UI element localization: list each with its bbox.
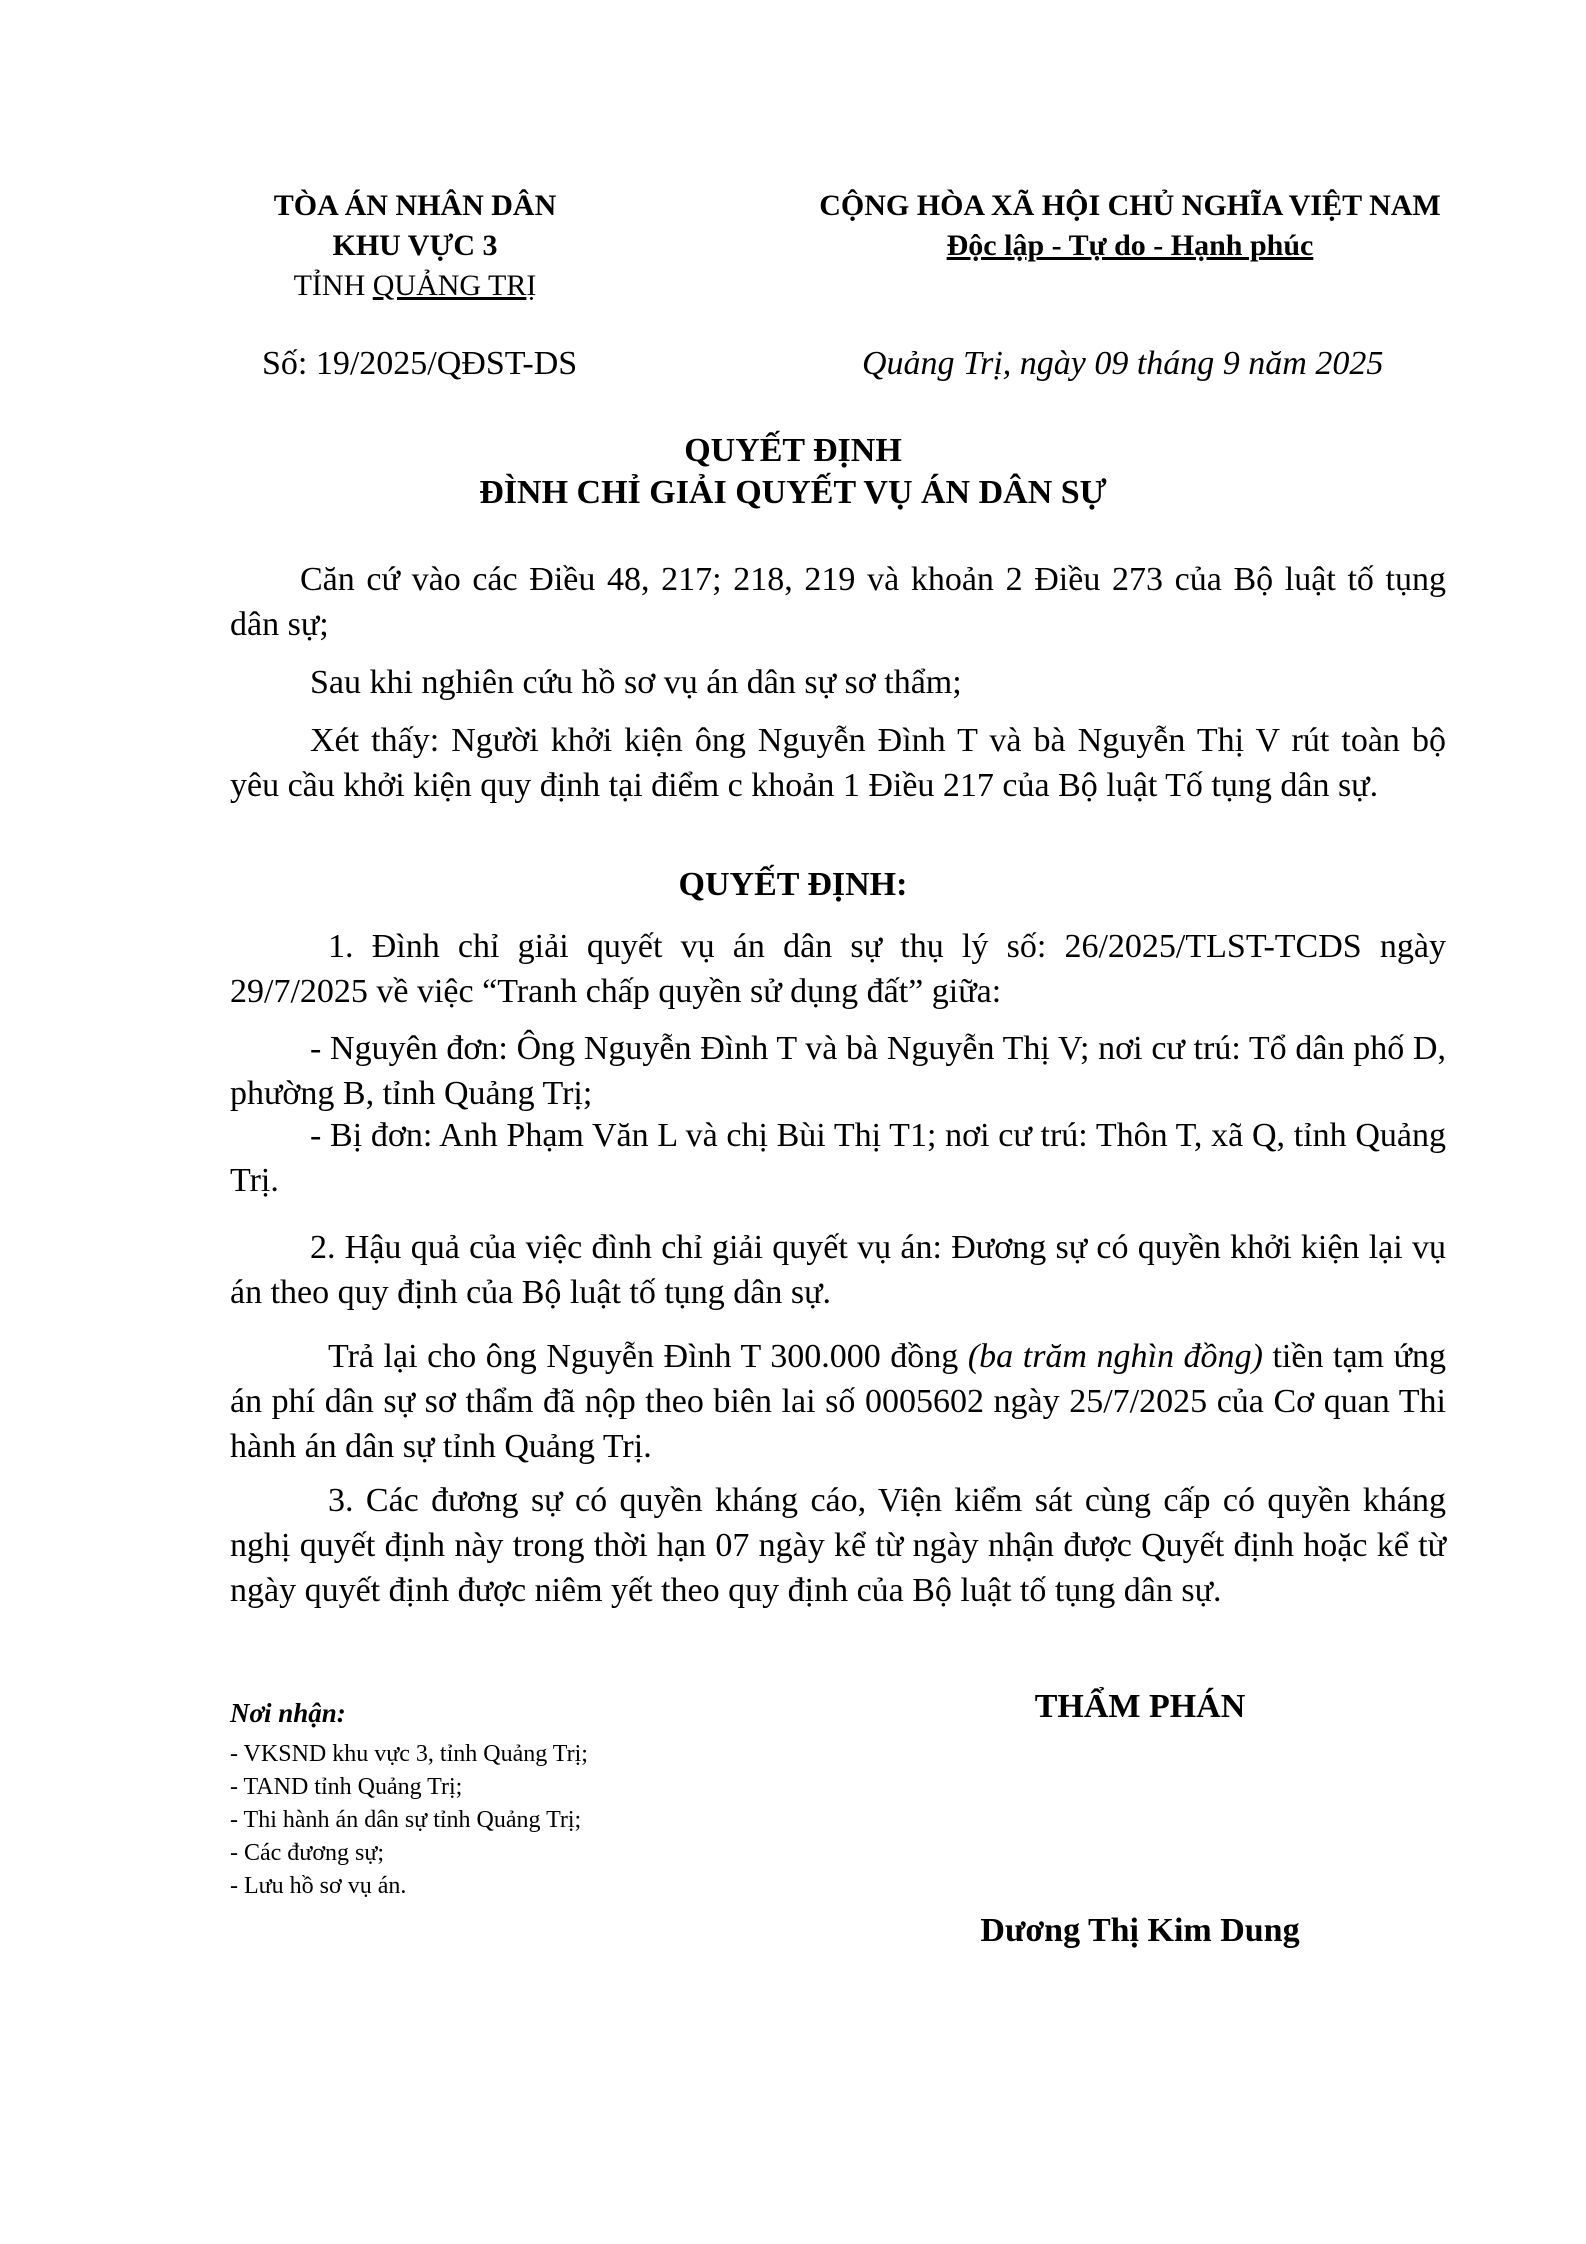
item-2-paragraph: [230, 1225, 1446, 1315]
nation-motto-text: Độc lập - Tự do - Hạnh phúc: [946, 229, 1314, 262]
court-province-prefix: TỈNH: [293, 269, 373, 302]
item-1-text: 1. Đình chỉ giải quyết vụ án dân sự thụ lý số: 26/2025/TLST-TCDS ngày 29/7/2025 về việc “Tranh chấp quyền sử dụng đất” giữa:: [230, 928, 1446, 1010]
document-title: QUYẾT ĐỊNH: [684, 432, 902, 469]
recipient-item: - Các đương sự;: [230, 1840, 385, 1866]
decision-date: Quảng Trị, ngày 09 tháng 9 năm 2025: [862, 345, 1384, 382]
nation-name: CỘNG HÒA XÃ HỘI CHỦ NGHĨA VIỆT NAM: [819, 189, 1441, 222]
document-subtitle: ĐÌNH CHỈ GIẢI QUYẾT VỤ ÁN DÂN SỰ: [479, 474, 1107, 511]
refund-paragraph: [230, 1334, 1446, 1469]
refund-text-end: tiền tạm ứng án phí dân sự sơ thẩm đã nộp theo biên lai số 0005602 ngày 25/7/2025 của Cơ quan Thi hành án dân sự tỉnh Quảng Trị.: [230, 1338, 1446, 1465]
item-1-paragraph: [230, 924, 1446, 1014]
court-name: TÒA ÁN NHÂN DÂN: [273, 189, 557, 222]
signer-name: Dương Thị Kim Dung: [980, 1912, 1300, 1949]
nation-motto: [760, 226, 1500, 266]
recipient-item: - VKSND khu vực 3, tỉnh Quảng Trị;: [230, 1741, 588, 1767]
plaintiff-paragraph: [230, 1026, 1446, 1116]
court-province-suffix: Ị: [526, 269, 537, 302]
item-2-text: 2. Hậu quả của việc đình chỉ giải quyết vụ án: Đương sự có quyền khởi kiện lại vụ án theo quy định của Bộ luật tố tụng dân sự.: [230, 1229, 1446, 1311]
consideration-text: Xét thấy: Người khởi kiện ông Nguyễn Đình T và bà Nguyễn Thị V rút toàn bộ yêu cầu khởi kiện quy định tại điểm c khoản 1 Điều 217 của Bộ luật Tố tụng dân sự.: [230, 722, 1446, 804]
study-paragraph: [230, 660, 1446, 705]
legal-basis-paragraph: [230, 557, 1446, 647]
signer-role: THẨM PHÁN: [1034, 1688, 1246, 1725]
refund-text-start: Trả lại cho ông Nguyễn Đình T 300.000 đồng: [328, 1338, 968, 1375]
refund-amount-words: (ba trăm nghìn đồng): [967, 1338, 1263, 1375]
court-region: KHU VỰC 3: [332, 229, 498, 262]
consideration-paragraph: [230, 718, 1446, 808]
court-province-underlined: QUẢNG TR: [372, 269, 527, 302]
refund-text: [230, 1334, 1446, 1469]
recipients-list: [230, 1738, 588, 1903]
recipient-item: - Lưu hồ sơ vụ án.: [230, 1873, 407, 1899]
decision-number: Số: 19/2025/QĐST-DS: [262, 345, 578, 382]
recipient-item: - TAND tỉnh Quảng Trị;: [230, 1774, 463, 1800]
recipients-heading: Nơi nhận:: [230, 1698, 346, 1728]
court-province: [210, 266, 620, 306]
defendant-text: - Bị đơn: Anh Phạm Văn L và chị Bùi Thị T1; nơi cư trú: Thôn T, xã Q, tỉnh Quảng Trị.: [230, 1117, 1446, 1199]
defendant-paragraph: [230, 1113, 1446, 1203]
legal-basis-text: Căn cứ vào các Điều 48, 217; 218, 219 và khoản 2 Điều 273 của Bộ luật tố tụng dân sự;: [230, 561, 1446, 643]
recipient-item: - Thi hành án dân sự tỉnh Quảng Trị;: [230, 1807, 582, 1833]
item-3-paragraph: [230, 1478, 1446, 1613]
item-3-text: 3. Các đương sự có quyền kháng cáo, Viện kiểm sát cùng cấp có quyền kháng nghị quyết định này trong thời hạn 07 ngày kể từ ngày nhận được Quyết định hoặc kể từ ngày quyết định được niêm yết theo quy định của Bộ luật tố tụng dân sự.: [230, 1482, 1446, 1609]
plaintiff-text: - Nguyên đơn: Ông Nguyễn Đình T và bà Nguyễn Thị V; nơi cư trú: Tổ dân phố D, phường B, tỉnh Quảng Trị;: [230, 1030, 1446, 1112]
study-text: Sau khi nghiên cứu hồ sơ vụ án dân sự sơ thẩm;: [310, 664, 962, 701]
decision-heading: QUYẾT ĐỊNH:: [678, 866, 908, 903]
